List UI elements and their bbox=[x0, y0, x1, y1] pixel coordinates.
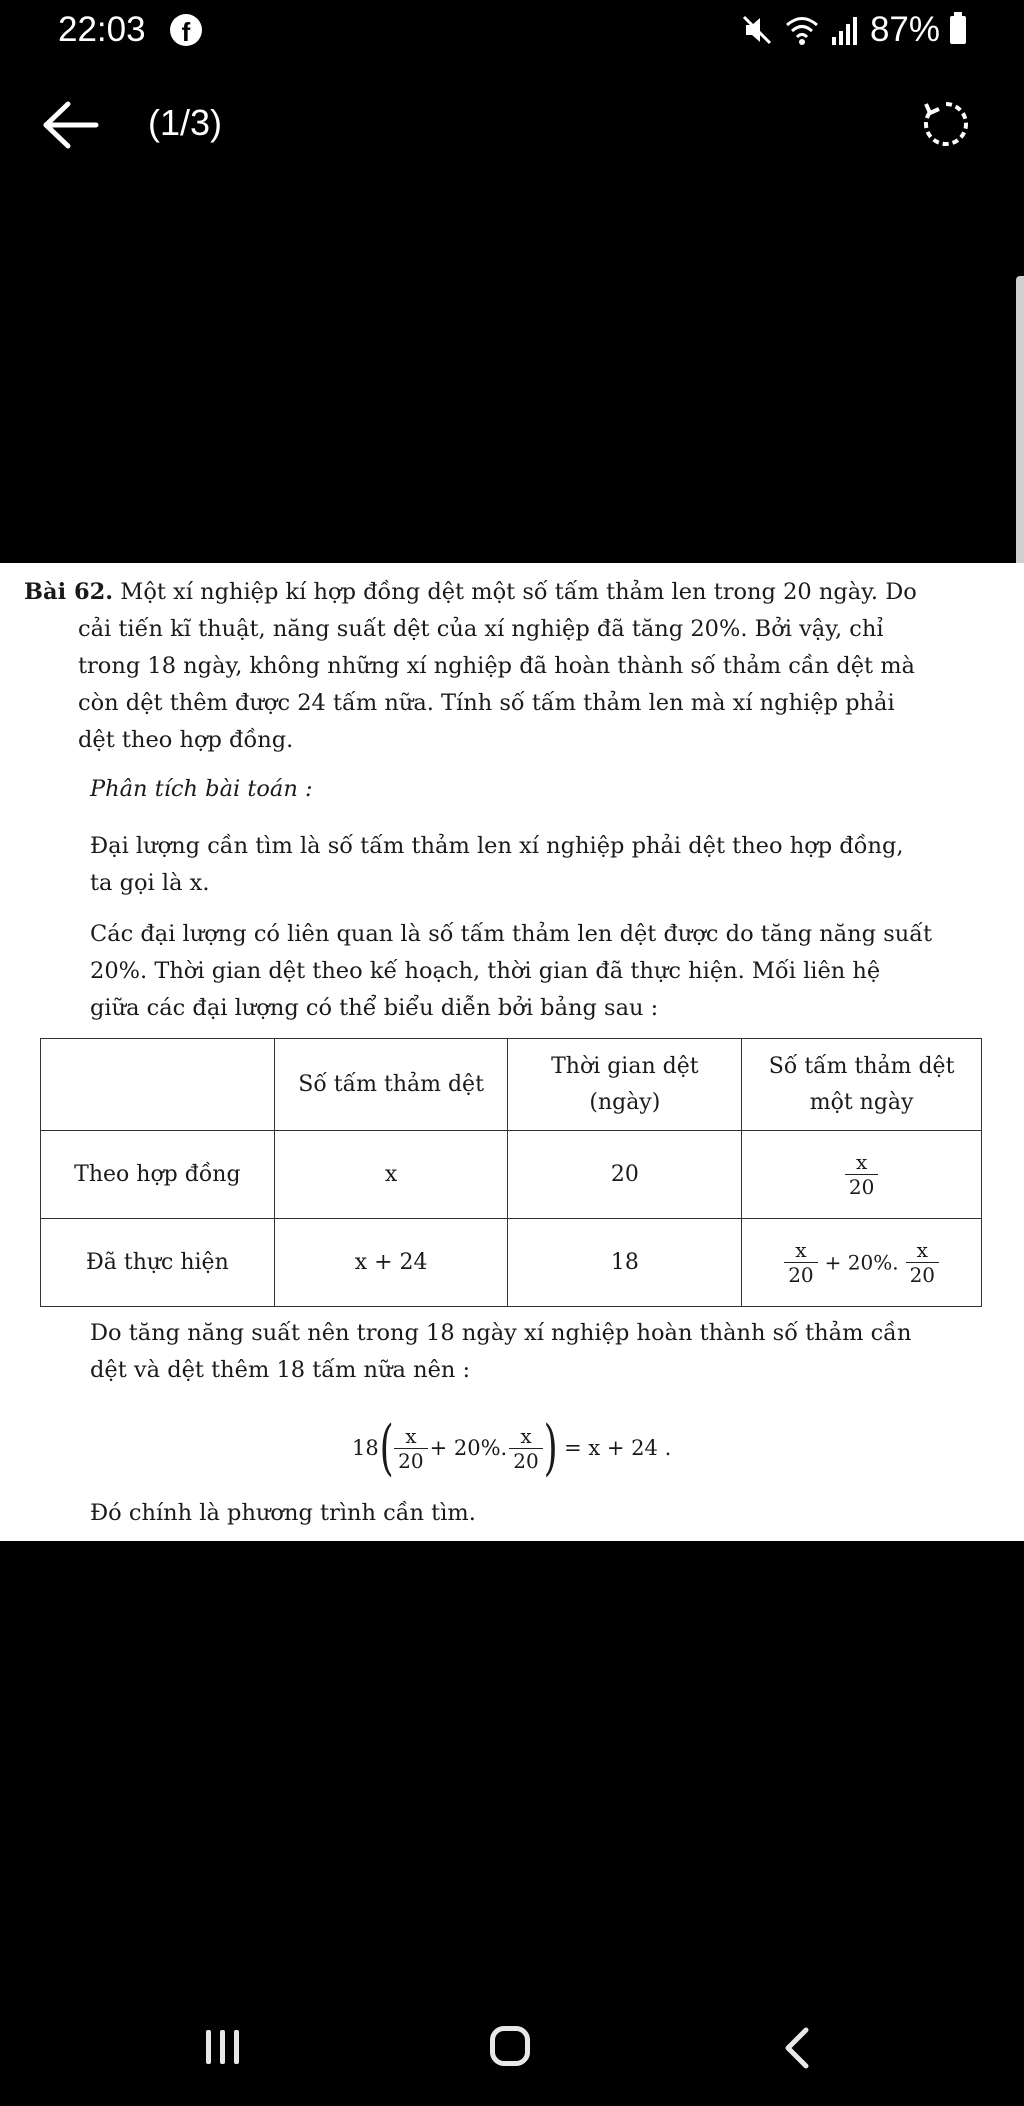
problem-statement bbox=[24, 574, 1012, 759]
analysis-line-1: Đại lượng cần tìm là số tấm thảm len xí nghiệp phải dệt theo hợp đồng, bbox=[90, 833, 904, 859]
back-arrow-icon[interactable] bbox=[40, 98, 100, 152]
table-header-row bbox=[41, 1039, 982, 1131]
problem-line-3: trong 18 ngày, không những xí nghiệp đã hoàn thành số thảm cần dệt mà bbox=[78, 653, 915, 679]
related-line-1: Các đại lượng có liên quan là số tấm thảm len dệt được do tăng năng suất bbox=[90, 921, 933, 947]
related-line-3: giữa các đại lượng có thể biểu diễn bởi bảng sau : bbox=[90, 995, 659, 1021]
right-paren: ) bbox=[543, 1413, 558, 1483]
problem-line-5: dệt theo hợp đồng. bbox=[78, 727, 294, 753]
table-header-empty bbox=[41, 1039, 275, 1131]
equation-rhs: = x + 24 . bbox=[564, 1436, 672, 1460]
conclusion-paragraph bbox=[90, 1315, 1005, 1389]
data-table bbox=[40, 1038, 982, 1307]
rotate-icon[interactable] bbox=[918, 96, 974, 152]
table-header-days: Thời gian dệt (ngày) bbox=[508, 1039, 742, 1131]
table-header-per-day: Số tấm thảm dệt một ngày bbox=[742, 1039, 982, 1131]
recent-apps-icon[interactable] bbox=[206, 2030, 242, 2064]
navigation-bar bbox=[0, 1990, 1024, 2106]
row1-days: 20 bbox=[508, 1131, 742, 1219]
problem-line-1: Một xí nghiệp kí hợp đồng dệt một số tấm thảm len trong 20 ngày. Do bbox=[120, 579, 917, 605]
related-line-2: 20%. Thời gian dệt theo kế hoạch, thời gian đã thực hiện. Mối liên hệ bbox=[90, 958, 881, 984]
app-bar bbox=[0, 80, 1024, 170]
problem-line-2: cải tiến kĩ thuật, năng suất dệt của xí nghiệp đã tăng 20%. Bởi vậy, chỉ bbox=[78, 616, 884, 642]
conclusion-line-2: dệt và dệt thêm 18 tấm nữa nên : bbox=[90, 1357, 471, 1383]
table-header-count: Số tấm thảm dệt bbox=[274, 1039, 508, 1131]
status-time: 22:03 bbox=[58, 10, 146, 49]
problem-label: Bài 62. bbox=[24, 579, 114, 605]
back-icon[interactable] bbox=[782, 2026, 812, 2070]
row2-days: 18 bbox=[508, 1219, 742, 1307]
analysis-heading: Phân tích bài toán : bbox=[90, 776, 313, 802]
facebook-notification-icon: f bbox=[170, 14, 202, 46]
row2-per-day bbox=[742, 1219, 982, 1307]
table-row bbox=[41, 1219, 982, 1307]
status-icons bbox=[740, 10, 966, 50]
battery-icon bbox=[950, 16, 966, 44]
table-row bbox=[41, 1131, 982, 1219]
equation-middle: + 20%. bbox=[429, 1436, 508, 1460]
row2-plus: + 20%. bbox=[824, 1250, 899, 1275]
equation-coefficient: 18 bbox=[352, 1436, 379, 1460]
row1-label: Theo hợp đồng bbox=[41, 1131, 275, 1219]
status-bar bbox=[0, 0, 1024, 64]
wifi-icon bbox=[784, 13, 820, 47]
conclusion-line-1: Do tăng năng suất nên trong 18 ngày xí nghiệp hoàn thành số thảm cần bbox=[90, 1320, 912, 1346]
equation bbox=[352, 1408, 671, 1488]
equation-fraction-2: $\frac{x}{20}$ bbox=[509, 1424, 542, 1473]
closing-sentence: Đó chính là phương trình cần tìm. bbox=[90, 1500, 476, 1526]
row2-fraction-2: $\frac{x}{20}$ bbox=[906, 1238, 939, 1287]
row2-label: Đã thực hiện bbox=[41, 1219, 275, 1307]
home-icon[interactable] bbox=[490, 2026, 530, 2066]
left-paren: ( bbox=[379, 1413, 394, 1483]
related-paragraph bbox=[90, 916, 1002, 1027]
row1-fraction: $\frac{x}{20}$ bbox=[845, 1150, 878, 1199]
analysis-paragraph bbox=[90, 828, 1000, 902]
analysis-line-2: ta gọi là x. bbox=[90, 870, 210, 896]
mute-icon bbox=[740, 13, 774, 47]
page-indicator: (1/3) bbox=[148, 102, 223, 143]
row1-per-day bbox=[742, 1131, 982, 1219]
row1-count: x bbox=[274, 1131, 508, 1219]
row2-count: x + 24 bbox=[274, 1219, 508, 1307]
problem-line-4: còn dệt thêm được 24 tấm nữa. Tính số tấm thảm len mà xí nghiệp phải bbox=[78, 690, 895, 716]
row2-fraction-1: $\frac{x}{20}$ bbox=[784, 1238, 817, 1287]
document-page bbox=[0, 563, 1024, 1541]
equation-fraction-1: $\frac{x}{20}$ bbox=[394, 1424, 427, 1473]
signal-icon bbox=[830, 13, 860, 47]
battery-percentage: 87% bbox=[869, 10, 940, 49]
